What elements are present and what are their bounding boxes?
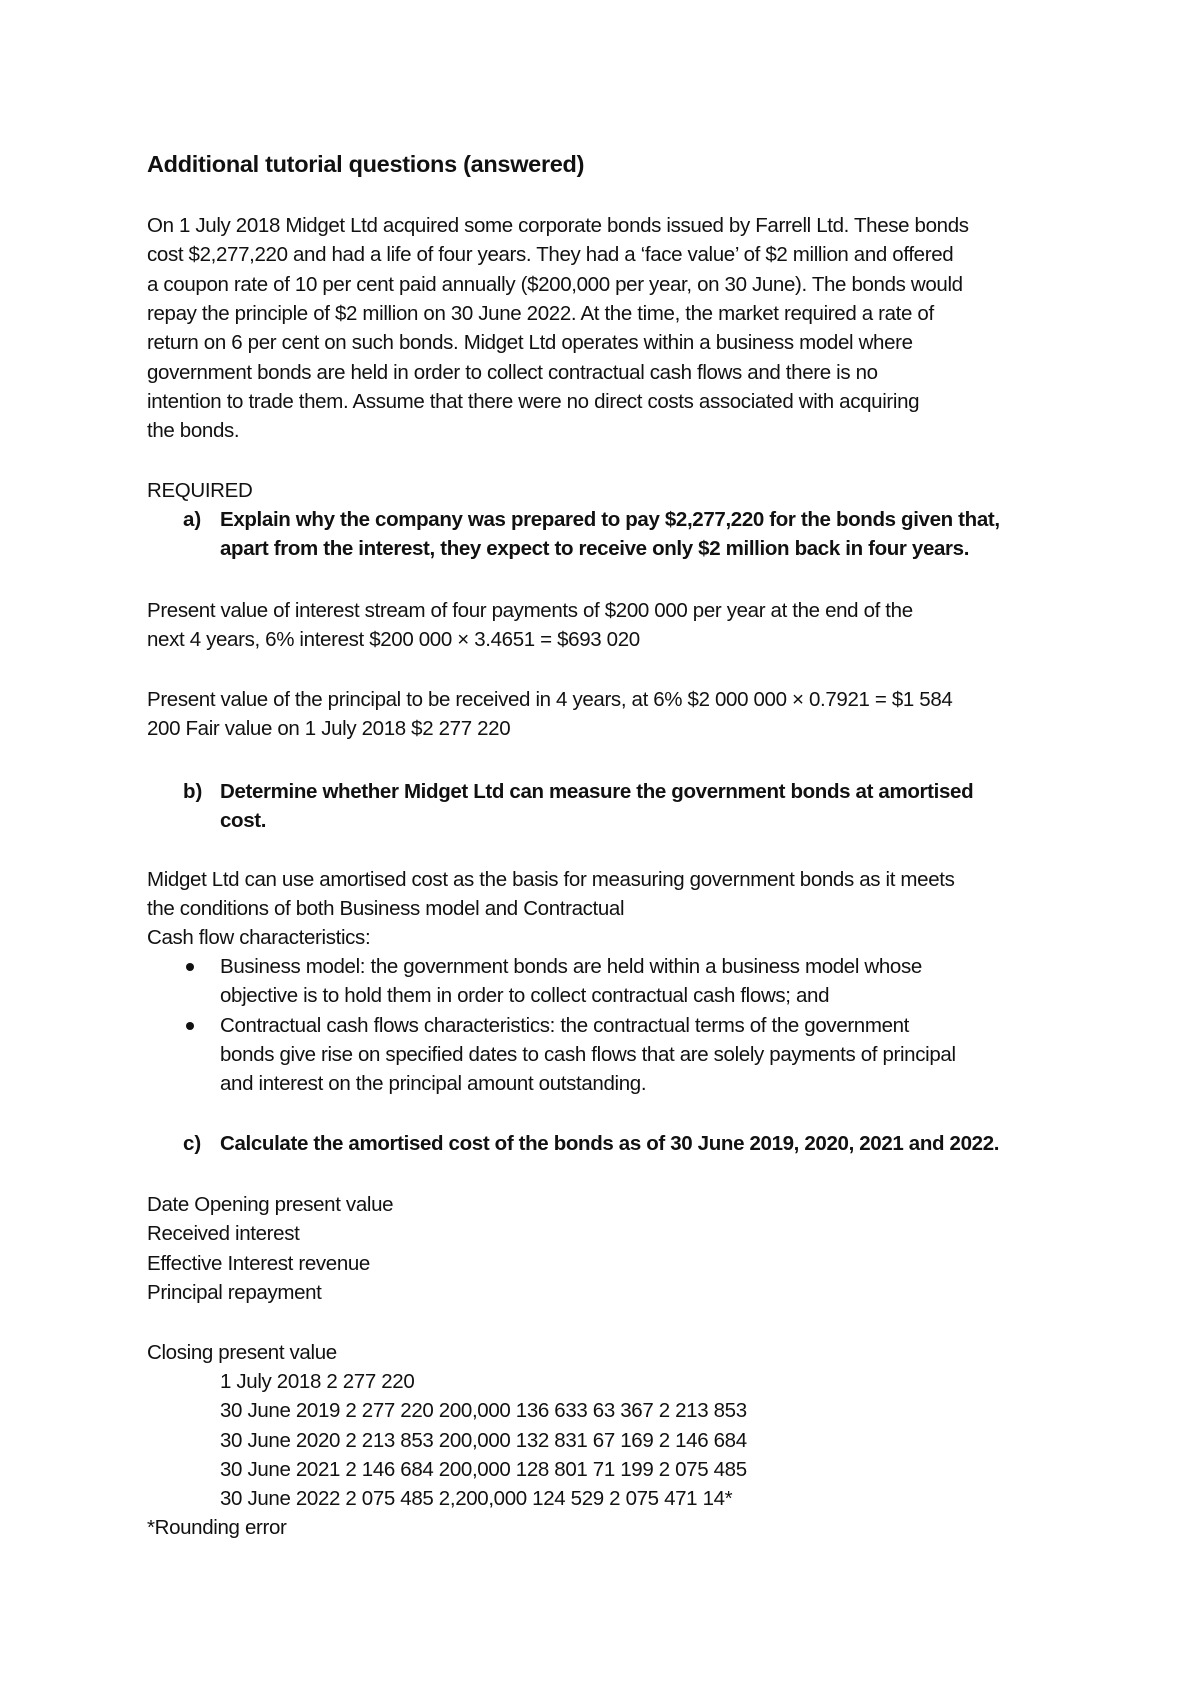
table-header: Received interest bbox=[147, 1222, 300, 1245]
table-header: Date Opening present value bbox=[147, 1193, 394, 1216]
bullet-item-line: bonds give rise on specified dates to cash flows that are solely payments of principal bbox=[220, 1043, 956, 1066]
table-row: 30 June 2019 2 277 220 200,000 136 633 63 367 2 213 853 bbox=[220, 1399, 747, 1422]
bullet-item-line: Business model: the government bonds are held within a business model whose bbox=[220, 955, 922, 978]
table-header-closing: Closing present value bbox=[147, 1341, 337, 1364]
bullet-item-line: objective is to hold them in order to collect contractual cash flows; and bbox=[220, 984, 830, 1007]
bullet-icon bbox=[186, 1022, 194, 1030]
required-label: REQUIRED bbox=[147, 479, 253, 502]
footnote: *Rounding error bbox=[147, 1516, 287, 1539]
question-a-line: apart from the interest, they expect to receive only $2 million back in four years. bbox=[220, 537, 970, 560]
table-row: 1 July 2018 2 277 220 bbox=[220, 1370, 415, 1393]
table-header: Effective Interest revenue bbox=[147, 1252, 370, 1275]
intro-line: cost $2,277,220 and had a life of four years. They had a ‘face value’ of $2 million and offered bbox=[147, 243, 954, 266]
answer-b-line: Midget Ltd can use amortised cost as the basis for measuring government bonds as it meets bbox=[147, 868, 955, 891]
question-c-line: Calculate the amortised cost of the bonds as of 30 June 2019, 2020, 2021 and 2022. bbox=[220, 1132, 1000, 1155]
answer-a-line: next 4 years, 6% interest $200 000 × 3.4651 = $693 020 bbox=[147, 628, 640, 651]
table-header: Principal repayment bbox=[147, 1281, 322, 1304]
table-row: 30 June 2020 2 213 853 200,000 132 831 67 169 2 146 684 bbox=[220, 1429, 747, 1452]
question-b-marker: b) bbox=[183, 780, 203, 803]
table-row: 30 June 2022 2 075 485 2,200,000 124 529 2 075 471 14* bbox=[220, 1487, 733, 1510]
intro-line: On 1 July 2018 Midget Ltd acquired some corporate bonds issued by Farrell Ltd. These bonds bbox=[147, 214, 969, 237]
bullet-item-line: and interest on the principal amount outstanding. bbox=[220, 1072, 647, 1095]
answer-a-line: Present value of interest stream of four payments of $200 000 per year at the end of the bbox=[147, 599, 913, 622]
question-a-marker: a) bbox=[183, 508, 202, 531]
question-b-line: cost. bbox=[220, 809, 267, 832]
bullet-item-line: Contractual cash flows characteristics: the contractual terms of the government bbox=[220, 1014, 910, 1037]
answer-b-line: the conditions of both Business model and Contractual bbox=[147, 897, 625, 920]
intro-line: intention to trade them. Assume that there were no direct costs associated with acquiring bbox=[147, 390, 920, 413]
page-title: Additional tutorial questions (answered) bbox=[147, 151, 585, 177]
intro-line: return on 6 per cent on such bonds. Midget Ltd operates within a business model where bbox=[147, 331, 913, 354]
answer-a-line: Present value of the principal to be received in 4 years, at 6% $2 000 000 × 0.7921 = $1 584 bbox=[147, 688, 953, 711]
answer-b-line: Cash flow characteristics: bbox=[147, 926, 371, 949]
intro-line: repay the principle of $2 million on 30 June 2022. At the time, the market required a rate of bbox=[147, 302, 934, 325]
intro-line: a coupon rate of 10 per cent paid annually ($200,000 per year, on 30 June). The bonds would bbox=[147, 273, 963, 296]
intro-line: government bonds are held in order to collect contractual cash flows and there is no bbox=[147, 361, 878, 384]
intro-line: the bonds. bbox=[147, 419, 240, 442]
table-row: 30 June 2021 2 146 684 200,000 128 801 71 199 2 075 485 bbox=[220, 1458, 747, 1481]
question-c-marker: c) bbox=[183, 1132, 202, 1155]
question-a-line: Explain why the company was prepared to pay $2,277,220 for the bonds given that, bbox=[220, 508, 1000, 531]
question-b-line: Determine whether Midget Ltd can measure the government bonds at amortised bbox=[220, 780, 974, 803]
bullet-icon bbox=[186, 963, 194, 971]
answer-a-line: 200 Fair value on 1 July 2018 $2 277 220 bbox=[147, 717, 511, 740]
